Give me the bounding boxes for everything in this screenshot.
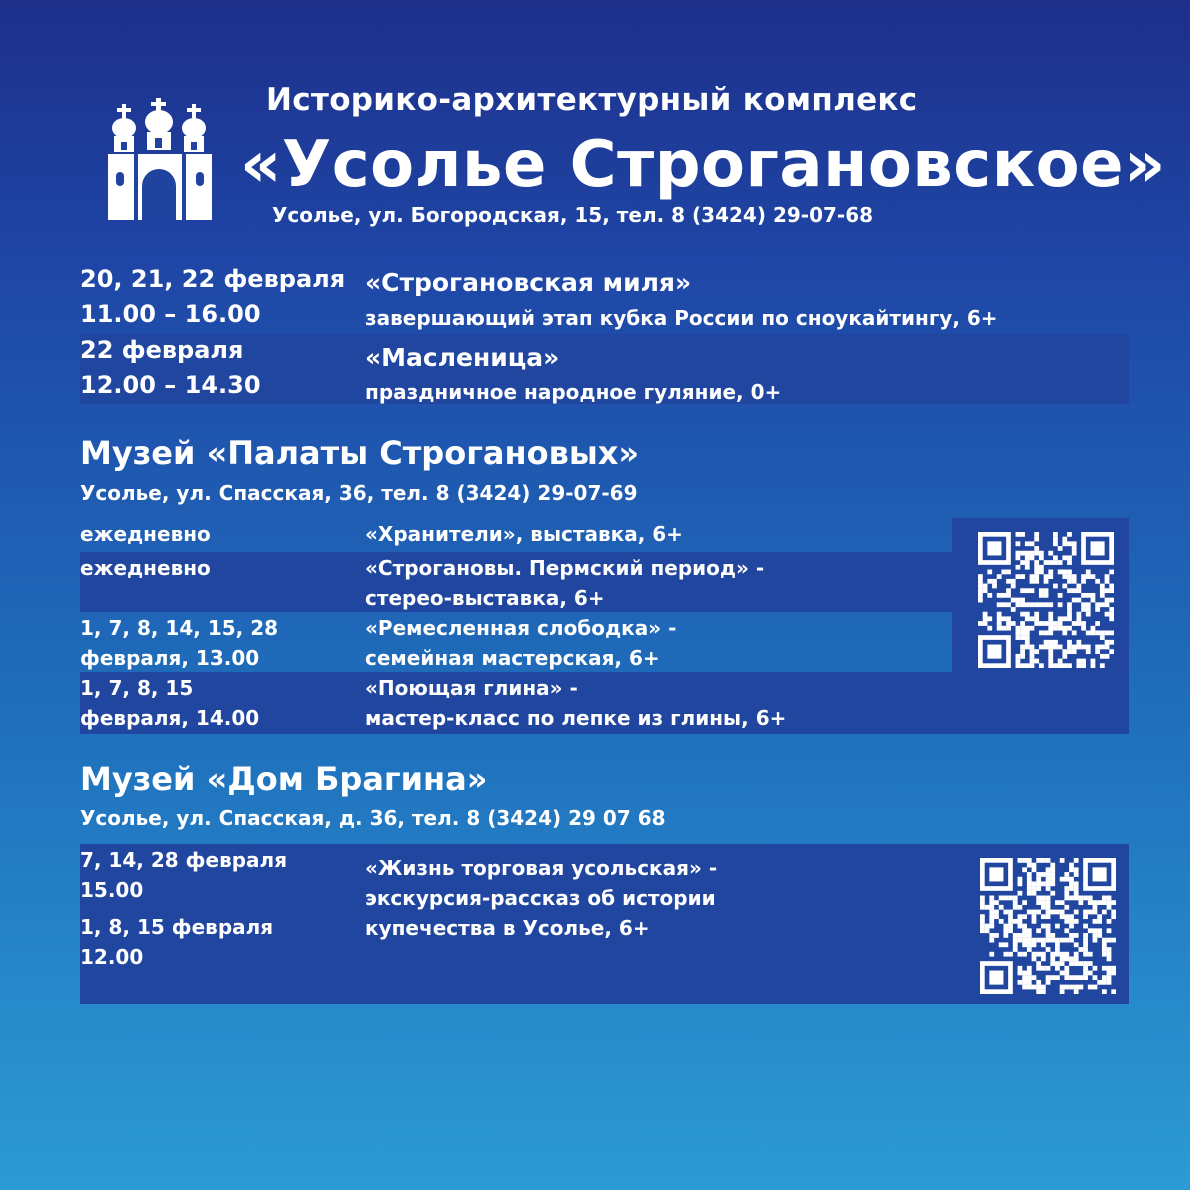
qr-code-icon[interactable] <box>978 532 1114 668</box>
event-desc: праздничное народное гуляние, 0+ <box>365 380 782 404</box>
complex-title: «Усолье Строгановское» <box>240 128 1166 202</box>
museum-address: Усолье, ул. Спасская, 36, тел. 8 (3424) 29-07-69 <box>80 481 638 505</box>
schedule-event: семейная мастерская, 6+ <box>365 646 660 670</box>
schedule-event: экскурсия-рассказ об истории <box>365 886 716 910</box>
museum-address: Усолье, ул. Спасская, д. 36, тел. 8 (3424) 29 07 68 <box>80 806 666 830</box>
schedule-date: 1, 8, 15 февраля <box>80 915 274 939</box>
qr-code-icon[interactable] <box>980 858 1116 994</box>
schedule-date: 1, 7, 8, 14, 15, 28 <box>80 616 279 640</box>
event-date: 20, 21, 22 февраля <box>80 265 346 293</box>
museum-title: Музей «Палаты Строгановых» <box>80 434 640 472</box>
schedule-event: «Жизнь торговая усольская» - <box>365 856 718 880</box>
schedule-time: 12.00 <box>80 945 144 969</box>
event-date: 22 февраля <box>80 336 244 364</box>
schedule-event: купечества в Усолье, 6+ <box>365 916 650 940</box>
schedule-event: «Поющая глина» - <box>365 676 578 700</box>
schedule-time: 15.00 <box>80 878 144 902</box>
schedule-event: «Ремесленная слободка» - <box>365 616 677 640</box>
event-time: 12.00 – 14.30 <box>80 371 261 399</box>
schedule-event: стерео-выставка, 6+ <box>365 586 605 610</box>
schedule-date: ежедневно <box>80 522 211 546</box>
church-logo-icon <box>104 98 216 220</box>
schedule-date: 7, 14, 28 февраля <box>80 848 288 872</box>
schedule-date: февраля, 13.00 <box>80 646 260 670</box>
event-time: 11.00 – 16.00 <box>80 300 261 328</box>
schedule-event: «Хранители», выставка, 6+ <box>365 522 683 546</box>
schedule-event: мастер-класс по лепке из глины, 6+ <box>365 706 787 730</box>
event-title: «Масленица» <box>365 343 560 372</box>
museum-title: Музей «Дом Брагина» <box>80 760 488 798</box>
schedule-date: 1, 7, 8, 15 <box>80 676 194 700</box>
schedule-date: февраля, 14.00 <box>80 706 260 730</box>
event-title: «Строгановская миля» <box>365 268 692 297</box>
complex-subtitle: Историко-архитектурный комплекс <box>266 82 918 118</box>
schedule-date: ежедневно <box>80 556 211 580</box>
event-desc: завершающий этап кубка России по сноукайтингу, 6+ <box>365 306 998 330</box>
schedule-event: «Строгановы. Пермский период» - <box>365 556 765 580</box>
complex-address: Усолье, ул. Богородская, 15, тел. 8 (3424) 29-07-68 <box>272 203 874 227</box>
